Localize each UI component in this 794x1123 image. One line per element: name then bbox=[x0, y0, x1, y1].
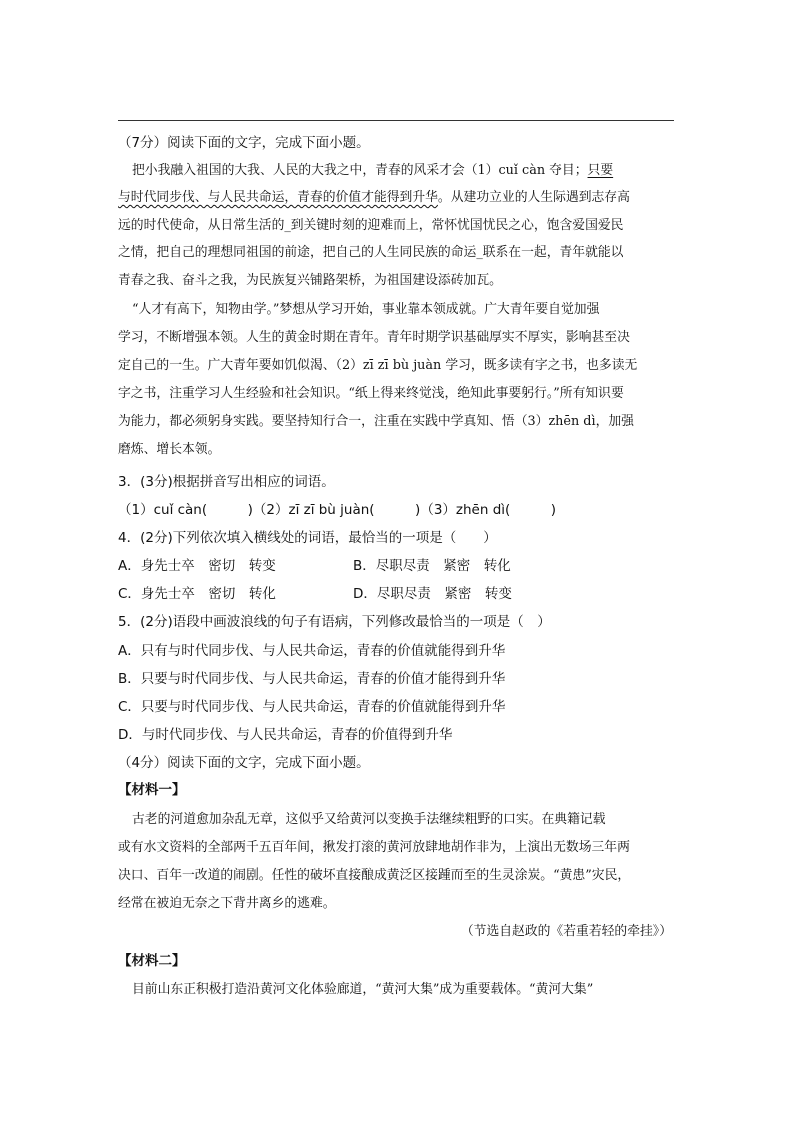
header-rule bbox=[118, 120, 674, 121]
option-b: B．尽职尽责 紧密 转化 bbox=[353, 558, 511, 574]
material-1-line: 经常在被迫无奈之下背井离乡的逃难。 bbox=[118, 896, 336, 911]
material-2-title: 【材料二】 bbox=[118, 953, 186, 969]
question-3-blanks: （1）cuǐ càn( )（2）zī zī bù juàn( )（3）zhēn dì( ) bbox=[118, 502, 557, 518]
question-4-stem: 4．(2分)下列依次填入横线处的词语，最恰当的一项是（ ） bbox=[118, 530, 497, 546]
wavy-underlined-sentence: 与时代同步伐、与人民共命运，青春的价值才能得到升华 bbox=[118, 190, 438, 205]
underlined-text: 只要 bbox=[587, 163, 614, 178]
option-a: A．只有与时代同步伐、与人民共命运，青春的价值就能得到升华 bbox=[118, 643, 506, 659]
passage2-line: 磨炼、增长本领。 bbox=[118, 442, 221, 457]
passage2-line: 定自己的一生。广大青年要如饥似渴、（2）zī zī bù juàn 学习，既多读有字之书，也多读无 bbox=[118, 358, 638, 373]
passage1-text: 把小我融入祖国的大我、人民的大我之中，青春的风采才会（1）cuǐ càn 夺目； bbox=[132, 163, 588, 178]
passage1-line: 远的时代使命，从日常生活的_到关键时刻的迎难而上，常怀忧国忧民之心，饱含爱国爱民 bbox=[118, 218, 624, 233]
passage2-line: 字之书，注重学习人生经验和社会知识。“纸上得来终觉浅，绝知此事要躬行。”所有知识要 bbox=[118, 386, 624, 401]
material-1-source: （节选自赵政的《若重若轻的牵挂》） bbox=[460, 924, 672, 939]
passage1-line bbox=[132, 161, 613, 181]
option-d: D．与时代同步伐、与人民共命运，青春的价值得到升华 bbox=[118, 727, 453, 743]
material-2-line: 目前山东正积极打造沿黄河文化体验廊道，“黄河大集”成为重要载体。“黄河大集” bbox=[132, 982, 594, 997]
option-b: B．只要与时代同步伐、与人民共命运，青春的价值才能得到升华 bbox=[118, 671, 506, 687]
option-d: D．尽职尽责 紧密 转变 bbox=[353, 586, 512, 602]
passage2-line: “人才有高下，知物由学。”梦想从学习开始，事业靠本领成就。广大青年要自觉加强 bbox=[132, 302, 600, 317]
passage1-line: 之情，把自己的理想同祖国的前途，把自己的人生同民族的命运_联系在一起，青年就能以 bbox=[118, 245, 624, 260]
material-1-line: 决口、百年一改道的闹剧。任性的破坏直接酿成黄泛区接踵而至的生灵涂炭。“黄患”灾民， bbox=[118, 868, 631, 883]
passage2-line: 学习，不断增强本领。人生的黄金时期在青年。青年时期学识基础厚实不厚实，影响甚至决 bbox=[118, 330, 630, 345]
section2-header: （4分）阅读下面的文字，完成下面小题。 bbox=[118, 755, 370, 771]
material-1-line: 或有水文资料的全部两千五百年间，揪发打滚的黄河放肆地胡作非为，上演出无数场三年两 bbox=[118, 840, 630, 855]
question-5-stem: 5．(2分)语段中画波浪线的句子有语病，下列修改最恰当的一项是（ ） bbox=[118, 614, 551, 630]
option-c: C．身先士卒 密切 转化 bbox=[118, 586, 276, 602]
option-c: C．只要与时代同步伐、与人民共命运，青春的价值就能得到升华 bbox=[118, 699, 506, 715]
passage1-line: 青春之我、奋斗之我，为民族复兴铺路架桥，为祖国建设添砖加瓦。 bbox=[118, 273, 502, 288]
option-a: A．身先士卒 密切 转变 bbox=[118, 558, 276, 574]
passage1-text: 。从建功立业的人生际遇到志存高 bbox=[437, 190, 630, 205]
material-1-line: 古老的河道愈加杂乱无章，这似乎又给黄河以变换手法继续粗野的口实。在典籍记载 bbox=[132, 812, 606, 827]
section1-header: （7分）阅读下面的文字，完成下面小题。 bbox=[118, 135, 370, 151]
material-1-title: 【材料一】 bbox=[118, 782, 186, 798]
passage1-line bbox=[118, 188, 630, 208]
question-3-stem: 3．(3分)根据拼音写出相应的词语。 bbox=[118, 474, 335, 490]
passage2-line: 为能力，都必须躬身实践。要坚持知行合一，注重在实践中学真知、悟（3）zhēn dì，加强 bbox=[118, 414, 634, 429]
